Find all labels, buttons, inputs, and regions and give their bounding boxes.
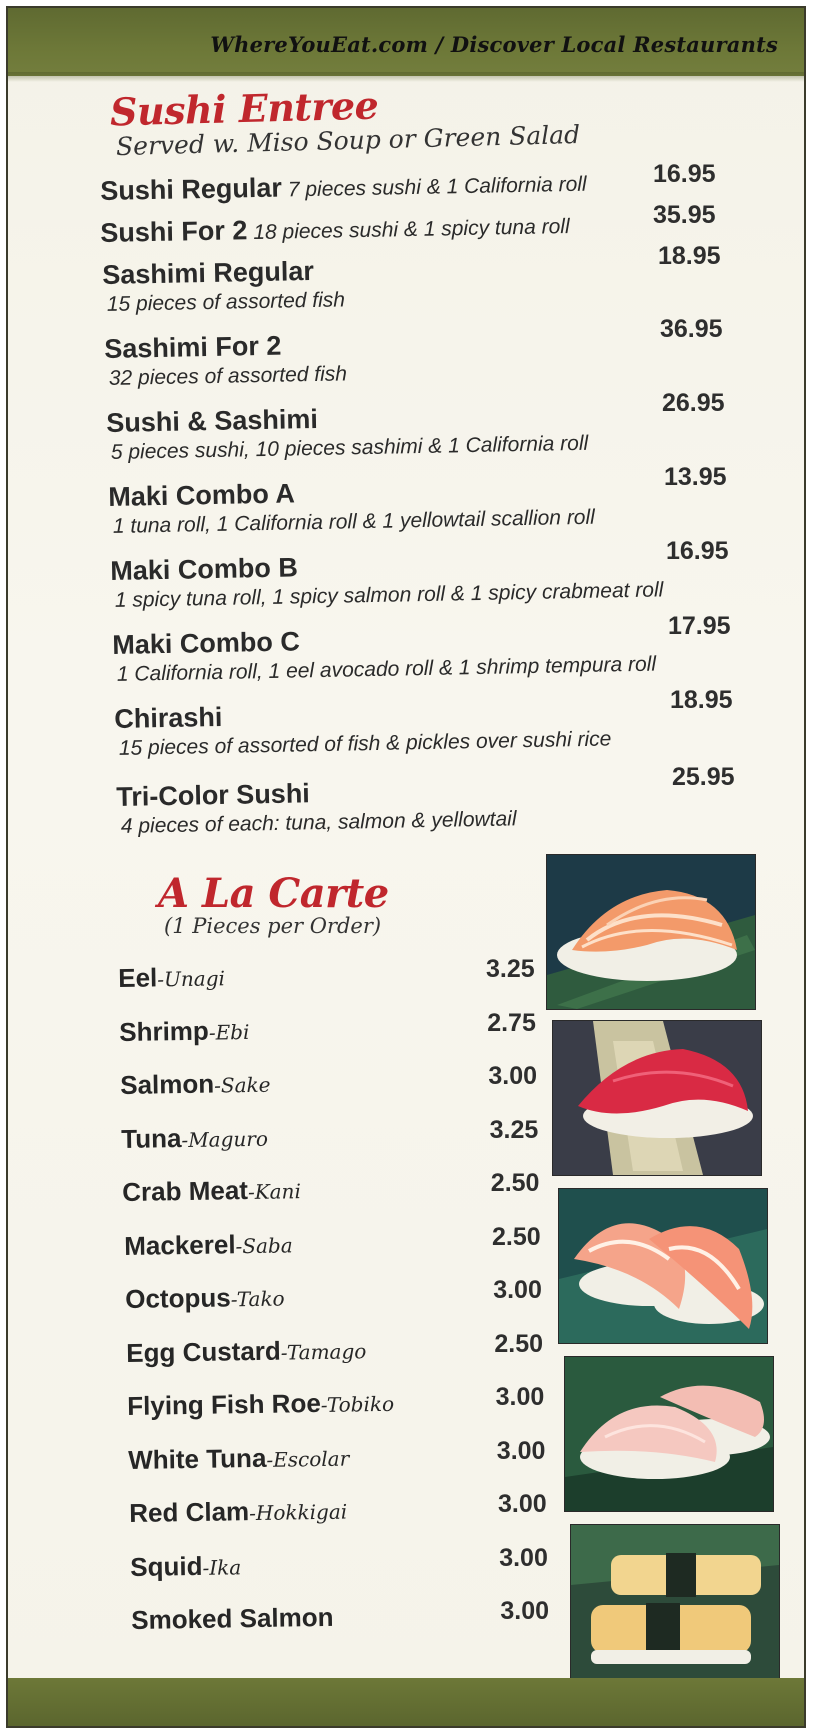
shrimp-nigiri-photo — [558, 1188, 768, 1344]
entree-title: Sushi Entree — [109, 82, 379, 135]
alc-item-name: Egg Custard — [125, 1335, 281, 1368]
entree-item-name: Maki Combo B — [110, 552, 299, 586]
tamago-nigiri-photo — [570, 1524, 780, 1680]
alc-item-price: 3.00 — [500, 1597, 550, 1625]
alc-item-name: Red Clam — [129, 1496, 250, 1528]
alc-item — [127, 1387, 394, 1422]
alc-item — [125, 1281, 285, 1314]
alc-item-price: 2.75 — [487, 1008, 536, 1037]
entree-item-price: 25.95 — [672, 763, 735, 791]
entree-item-price: 17.95 — [668, 612, 731, 640]
alc-item-name: Mackerel — [123, 1228, 236, 1261]
salmon-nigiri-photo — [546, 854, 756, 1010]
alc-item-name: Squid — [130, 1550, 203, 1582]
alc-item-price: 3.25 — [489, 1115, 539, 1144]
alc-item — [129, 1495, 347, 1529]
alc-item-price: 2.50 — [494, 1329, 544, 1358]
alc-item-japanese: -Sake — [214, 1072, 271, 1098]
alc-item-japanese: -Tobiko — [320, 1391, 395, 1417]
entree-item-name: Sushi For 2 — [100, 215, 248, 248]
menu-page — [6, 6, 806, 1728]
entree-item-desc: 32 pieces of assorted fish — [108, 362, 348, 390]
alc-item-price: 3.00 — [498, 1490, 547, 1518]
entree-item-desc: 1 spicy tuna roll, 1 spicy salmon roll & 1 spicy crabmeat roll — [114, 578, 664, 612]
entree-item-name: Maki Combo A — [108, 478, 296, 512]
alc-item-price: 2.50 — [492, 1222, 541, 1251]
entree-item-price: 16.95 — [666, 537, 729, 565]
alc-item-japanese: -Hokkigai — [248, 1499, 348, 1526]
alc-item-japanese: -Tako — [230, 1286, 285, 1312]
alc-item — [119, 1014, 250, 1047]
entree-item-price: 18.95 — [670, 686, 733, 714]
alc-item — [126, 1334, 367, 1369]
entree-item-name: Tri-Color Sushi — [116, 778, 311, 812]
entree-item-name: Sashimi Regular — [102, 255, 315, 290]
entree-item-desc: 5 pieces sushi, 10 pieces sashimi & 1 California roll — [110, 431, 589, 464]
alc-item — [124, 1228, 293, 1262]
footer-band — [8, 1678, 804, 1726]
site-name[interactable]: WhereYouEat.com / Discover Local Restaurants — [210, 32, 778, 57]
entree-item-price: 18.95 — [658, 242, 721, 270]
alc-item-name: Octopus — [124, 1282, 231, 1314]
alc-title: A La Carte — [158, 870, 389, 917]
entree-item-name: Sushi Regular — [100, 172, 283, 206]
entree-item-name: Maki Combo C — [112, 626, 301, 660]
alc-item-price: 3.00 — [493, 1276, 542, 1304]
alc-item-name: Smoked Salmon — [131, 1601, 334, 1635]
entree-item-price: 36.95 — [660, 315, 723, 343]
entree-item-price: 26.95 — [662, 389, 725, 417]
alc-item-price: 3.00 — [499, 1543, 548, 1572]
alc-item-japanese: -Escolar — [266, 1446, 350, 1472]
entree-item-price: 13.95 — [664, 463, 727, 491]
alc-subtitle: (1 Pieces per Order) — [164, 914, 382, 938]
header-band — [8, 8, 804, 76]
alc-item — [121, 1121, 268, 1154]
alc-item — [118, 961, 225, 994]
alc-item-name: Tuna — [121, 1122, 182, 1154]
alc-item-japanese: -Ika — [202, 1554, 242, 1580]
entree-item-price: 16.95 — [653, 160, 716, 188]
entree-item-desc: 15 pieces of assorted fish — [106, 288, 346, 316]
alc-item-japanese: -Kani — [248, 1179, 302, 1205]
alc-item-price: 3.00 — [488, 1062, 538, 1090]
alc-item-name: Salmon — [120, 1068, 215, 1100]
alc-item-japanese: -Maguro — [181, 1126, 269, 1152]
entree-item-name: Sushi & Sashimi — [106, 403, 319, 438]
entree-item-desc: 18 pieces sushi & 1 spicy tuna roll — [253, 214, 570, 245]
alc-item-name: Flying Fish Roe — [126, 1387, 321, 1421]
white-tuna-nigiri-photo — [564, 1356, 774, 1512]
alc-item-name: Shrimp — [119, 1015, 210, 1047]
alc-item — [122, 1174, 301, 1208]
alc-item-price: 3.00 — [495, 1383, 545, 1411]
alc-item — [131, 1602, 334, 1636]
alc-item — [120, 1068, 271, 1101]
alc-item-price: 3.25 — [486, 955, 535, 983]
alc-item-price: 2.50 — [490, 1169, 540, 1197]
alc-item-japanese: -Saba — [234, 1232, 293, 1258]
entree-item-name: Chirashi — [114, 701, 223, 734]
alc-item — [128, 1441, 349, 1475]
entree-item-price: 35.95 — [653, 201, 716, 229]
entree-item-desc: 4 pieces of each: tuna, salmon & yellowtail — [120, 807, 517, 838]
entree-item-desc: 1 California roll, 1 eel avocado roll & 1 shrimp tempura roll — [116, 652, 657, 686]
alc-item-japanese: -Tamago — [280, 1338, 367, 1365]
alc-item-name: Crab Meat — [122, 1175, 249, 1207]
entree-item-name: Sashimi For 2 — [104, 330, 282, 364]
tuna-nigiri-photo — [552, 1020, 762, 1176]
entree-item-desc: 7 pieces sushi & 1 California roll — [287, 172, 587, 202]
entree-item-desc: 1 tuna roll, 1 California roll & 1 yellowtail scallion roll — [112, 505, 596, 538]
alc-item — [130, 1550, 241, 1583]
entree-item-desc: 15 pieces of assorted of fish & pickles over sushi rice — [118, 727, 612, 760]
entree-subtitle: Served w. Miso Soup or Green Salad — [115, 119, 581, 162]
alc-item-name: Eel — [118, 962, 158, 993]
alc-item-japanese: -Ebi — [208, 1019, 250, 1045]
alc-item-price: 3.00 — [496, 1436, 546, 1465]
alc-item-name: White Tuna — [127, 1442, 267, 1475]
alc-item-japanese: -Unagi — [157, 966, 226, 992]
